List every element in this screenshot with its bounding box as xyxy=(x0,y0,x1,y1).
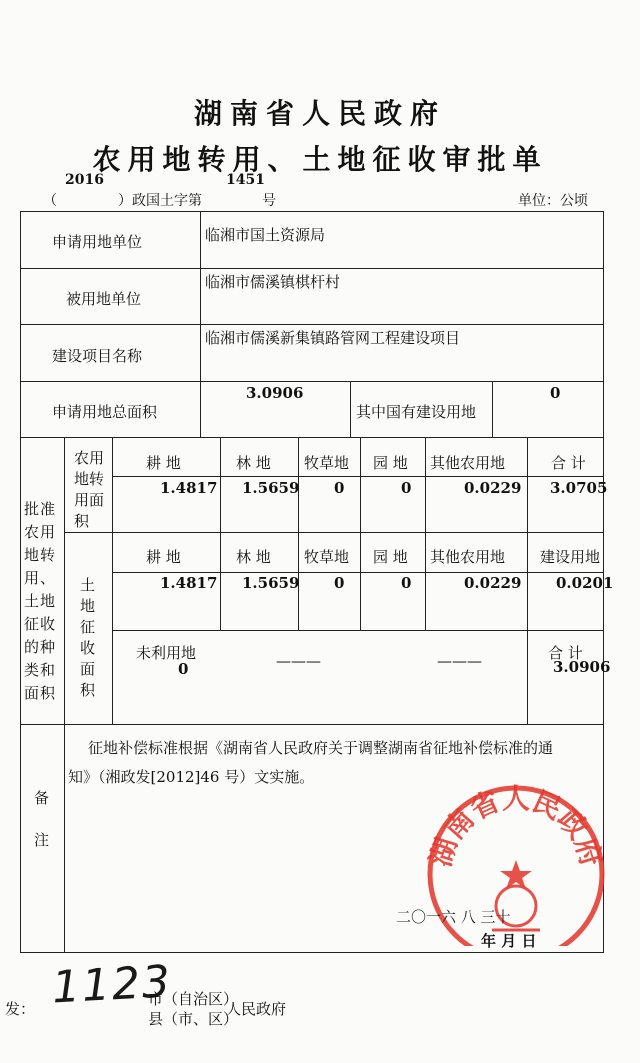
year-value: 2016 xyxy=(65,172,104,188)
expropriation-total-value: 3.0906 xyxy=(553,658,611,676)
conversion-value-grassland: 0 xyxy=(334,479,345,497)
project-value: 临湘市儒溪新集镇路管网工程建设项目 xyxy=(205,329,461,347)
expropriation-header-forest: 林 地 xyxy=(236,548,271,566)
expropriation-header-other: 其他农用地 xyxy=(430,548,506,566)
conversion-value-garden: 0 xyxy=(401,479,412,497)
state-owned-label: 其中国有建设用地 xyxy=(356,403,477,421)
conversion-value-total: 3.0705 xyxy=(550,479,608,497)
expropriation-value-grassland: 0 xyxy=(334,574,345,592)
district-options-1: 市（自治区） xyxy=(148,990,239,1008)
total-area-value: 3.0906 xyxy=(246,384,304,402)
remarks-text-line1: 征地补偿标准根据《湖南省人民政府关于调整湖南省征地补偿标准的通 xyxy=(88,739,554,757)
expropriation-value-garden: 0 xyxy=(401,574,412,592)
unused-dash-1: ——— xyxy=(276,652,321,670)
expropriation-header-cultivated: 耕 地 xyxy=(146,548,181,566)
expropriation-total-label: 合 计 xyxy=(548,644,583,662)
conversion-header-other: 其他农用地 xyxy=(430,454,506,472)
applicant-value: 临湘市国土资源局 xyxy=(205,226,326,244)
conversion-header-garden: 园 地 xyxy=(373,454,408,472)
district-options-2: 县（市、区） xyxy=(148,1010,239,1028)
document-title: 湖南省人民政府 xyxy=(193,97,446,130)
conversion-header-cultivated: 耕 地 xyxy=(146,454,181,472)
land-owner-label: 被用地单位 xyxy=(66,290,142,308)
project-label: 建设项目名称 xyxy=(52,347,143,365)
document-subtitle: 农用地转用、土地征收审批单 xyxy=(92,143,548,176)
expropriation-header-garden: 园 地 xyxy=(373,548,408,566)
expropriation-value-construction: 0.0201 xyxy=(556,574,614,592)
conversion-header-total: 合 计 xyxy=(551,454,586,472)
total-area-label: 申请用地总面积 xyxy=(52,403,158,421)
approval-section-label: 批准农用地转用、土地征收的种类和面积 xyxy=(24,500,57,702)
issue-label: 发： xyxy=(5,1000,36,1018)
conversion-value-cultivated: 1.4817 xyxy=(160,479,218,497)
remarks-text-line2: 知》（湘政发[2012]46 号）文实施。 xyxy=(68,768,315,786)
seal-text: 湖南省人民政府 xyxy=(423,782,609,871)
expropriation-label: 土地征收面积 xyxy=(80,576,96,699)
doc-prefix-open: （ xyxy=(43,193,57,209)
svg-text:湖南省人民政府 xyxy=(424,782,608,870)
issue-signature: 1123 xyxy=(50,956,174,1014)
conversion-value-other: 0.0229 xyxy=(464,479,522,497)
unused-land-label: 未利用地 xyxy=(136,644,197,662)
state-owned-value: 0 xyxy=(550,384,561,402)
unused-dash-2: ——— xyxy=(437,652,482,670)
expropriation-value-other: 0.0229 xyxy=(464,574,522,592)
government-suffix: 人民政府 xyxy=(226,1000,287,1018)
expropriation-header-construction: 建设用地 xyxy=(540,548,601,566)
expropriation-value-cultivated: 1.4817 xyxy=(160,574,218,592)
applicant-label: 申请用地单位 xyxy=(52,233,143,251)
conversion-header-forest: 林 地 xyxy=(236,454,271,472)
land-owner-value: 临湘市儒溪镇棋杆村 xyxy=(205,273,341,291)
doc-prefix: ）政国土字第 xyxy=(118,193,202,209)
unused-land-value: 0 xyxy=(178,660,189,678)
conversion-value-forest: 1.5659 xyxy=(242,479,300,497)
doc-suffix: 号 xyxy=(262,193,276,209)
unit-label: 单位：公顷 xyxy=(518,193,588,209)
expropriation-header-grassland: 牧草地 xyxy=(304,548,350,566)
expropriation-value-forest: 1.5659 xyxy=(242,574,300,592)
approval-date-units: 年 月 日 xyxy=(481,932,537,950)
conversion-header-grassland: 牧草地 xyxy=(304,454,350,472)
remarks-label: 备注 xyxy=(34,789,50,849)
doc-number: 1451 xyxy=(226,172,265,188)
conversion-label: 农用地转用面积 xyxy=(74,449,105,530)
approval-date-numbers: 二〇一六 八 三十 xyxy=(396,908,511,926)
